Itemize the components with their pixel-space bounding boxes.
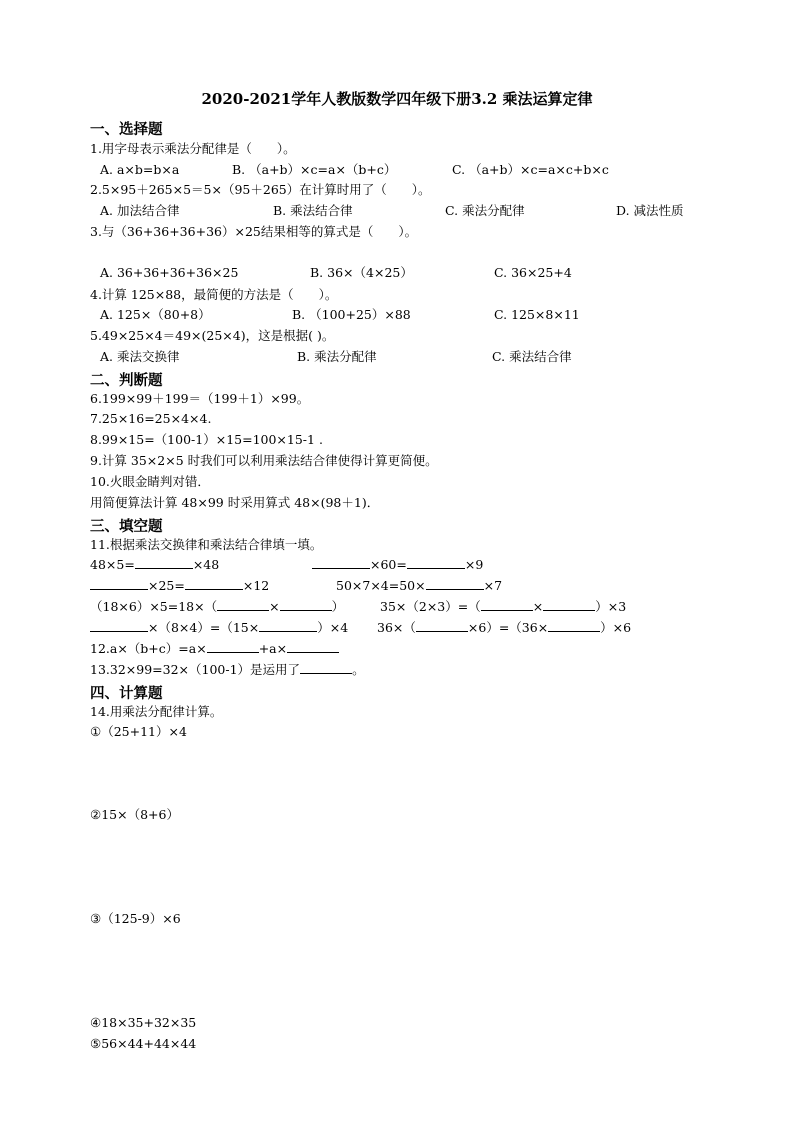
question-4-option-a: A. 125×（80+8） (100, 307, 211, 322)
answer-blank[interactable] (312, 557, 370, 569)
expr-text: ×（8×4）=（15× (148, 620, 260, 635)
question-5-option-a: A. 乘法交换律 (100, 349, 180, 364)
page-title: 2020-2021学年人教版数学四年级下册3.2 乘法运算定律 (201, 90, 593, 108)
expr-text: ×6）=（36× (467, 620, 549, 635)
answer-blank[interactable] (416, 620, 468, 632)
question-11-row-1a (90, 557, 219, 573)
calc-item-5: ⑤56×44+44×44 (90, 1036, 197, 1051)
answer-blank[interactable] (280, 599, 332, 611)
expr-text: （18×6）×5=18×（ (90, 599, 218, 614)
expr-text: 35×（2×3）=（ (380, 599, 481, 614)
expr-text: 。 (352, 662, 365, 677)
expr-text: 36×（ (377, 620, 416, 635)
question-1-stem: 1.用字母表示乘法分配律是（ ）。 (90, 141, 296, 156)
answer-blank[interactable] (135, 557, 193, 569)
question-9: 9.计算 35×2×5 时我们可以利用乘法结合律使得计算更简便。 (90, 453, 438, 468)
answer-blank[interactable] (548, 620, 600, 632)
answer-blank[interactable] (287, 641, 339, 653)
section-heading-choice: 一、选择题 (90, 121, 163, 138)
question-1-option-b: B. （a+b）×c=a×（b+c） (232, 162, 397, 177)
question-5-option-c: C. 乘法结合律 (492, 349, 572, 364)
expr-text: × (269, 599, 280, 614)
expr-text: ） (331, 599, 345, 614)
answer-blank[interactable] (207, 641, 259, 653)
question-10: 10.火眼金睛判对错． (90, 474, 210, 489)
calc-item-1: ①（25+11）×4 (90, 724, 187, 739)
expr-text: × (532, 599, 544, 614)
question-13 (90, 662, 365, 678)
question-1-option-c: C. （a+b）×c=a×c+b×c (452, 162, 609, 177)
question-3-option-a: A. 36+36+36+36×25 (100, 265, 239, 280)
calc-item-2: ②15×（8+6） (90, 807, 179, 822)
answer-blank[interactable] (185, 578, 243, 590)
answer-blank[interactable] (259, 620, 317, 632)
question-4-option-b: B. （100+25）×88 (292, 307, 411, 322)
question-2-option-b: B. 乘法结合律 (273, 203, 353, 218)
question-11-row-1b (312, 557, 483, 573)
section-heading-calc: 四、计算题 (90, 685, 163, 702)
expr-text: ×60= (370, 557, 407, 572)
expr-text: ）×4 (317, 620, 349, 635)
question-2-option-d: D. 减法性质 (616, 203, 684, 218)
answer-blank[interactable] (426, 578, 484, 590)
calc-item-4: ④18×35+32×35 (90, 1015, 197, 1030)
expr-text: 48×5= (90, 557, 135, 572)
question-7: 7.25×16=25×4×4. (90, 411, 212, 426)
question-4-stem: 4.计算 125×88，最简便的方法是（ ）。 (90, 287, 338, 302)
calc-item-3: ③（125-9）×6 (90, 911, 181, 926)
question-11-row-2b (336, 578, 502, 594)
question-11-row-3b (380, 599, 626, 615)
expr-text: ×7 (483, 578, 503, 593)
expr-text: ×25= (148, 578, 185, 593)
expr-text: ×12 (242, 578, 270, 593)
section-heading-judge: 二、判断题 (90, 372, 163, 389)
answer-blank[interactable] (217, 599, 269, 611)
expr-text: ×48 (192, 557, 220, 572)
question-11-row-4a (90, 620, 348, 636)
question-4-option-c: C. 125×8×11 (494, 307, 580, 322)
expr-text: 13.32×99=32×（100-1）是运用了 (90, 662, 301, 677)
answer-blank[interactable] (481, 599, 533, 611)
expr-text: 50×7×4=50× (336, 578, 426, 593)
question-6: 6.199×99＋199＝（199＋1）×99。 (90, 391, 310, 406)
section-heading-fill: 三、填空题 (90, 518, 163, 535)
question-2-stem: 2.5×95＋265×5＝5×（95＋265）在计算时用了（ ）。 (90, 182, 431, 197)
question-2-option-c: C. 乘法分配律 (445, 203, 525, 218)
answer-blank[interactable] (543, 599, 595, 611)
question-8: 8.99×15=（100-1）×15=100×15-1 . (90, 432, 323, 447)
question-12 (90, 641, 339, 657)
answer-blank[interactable] (300, 662, 352, 674)
question-14-stem: 14.用乘法分配律计算。 (90, 704, 223, 719)
answer-blank[interactable] (90, 620, 148, 632)
expr-text: 12.a×（b+c）=a× (90, 641, 207, 656)
question-3-stem: 3.与（36+36+36+36）×25结果相等的算式是（ ）。 (90, 224, 418, 239)
question-5-stem: 5.49×25×4＝49×(25×4)，这是根据( )。 (90, 328, 335, 343)
question-3-option-b: B. 36×（4×25） (310, 265, 413, 280)
question-10-statement: 用简便算法计算 48×99 时采用算式 48×(98＋1)． (90, 495, 380, 510)
question-11-row-4b (377, 620, 631, 636)
answer-blank[interactable] (407, 557, 465, 569)
answer-blank[interactable] (90, 578, 148, 590)
question-3-option-c: C. 36×25+4 (494, 265, 572, 280)
expr-text: ）×6 (600, 620, 632, 635)
question-11-stem: 11.根据乘法交换律和乘法结合律填一填。 (90, 537, 323, 552)
question-11-row-3a (90, 599, 344, 615)
question-11-row-2a (90, 578, 269, 594)
expr-text: ）×3 (595, 599, 627, 614)
expr-text: +a× (258, 641, 288, 656)
expr-text: ×9 (464, 557, 484, 572)
question-2-option-a: A. 加法结合律 (100, 203, 180, 218)
question-5-option-b: B. 乘法分配律 (297, 349, 377, 364)
question-1-option-a: A. a×b=b×a (100, 162, 180, 177)
